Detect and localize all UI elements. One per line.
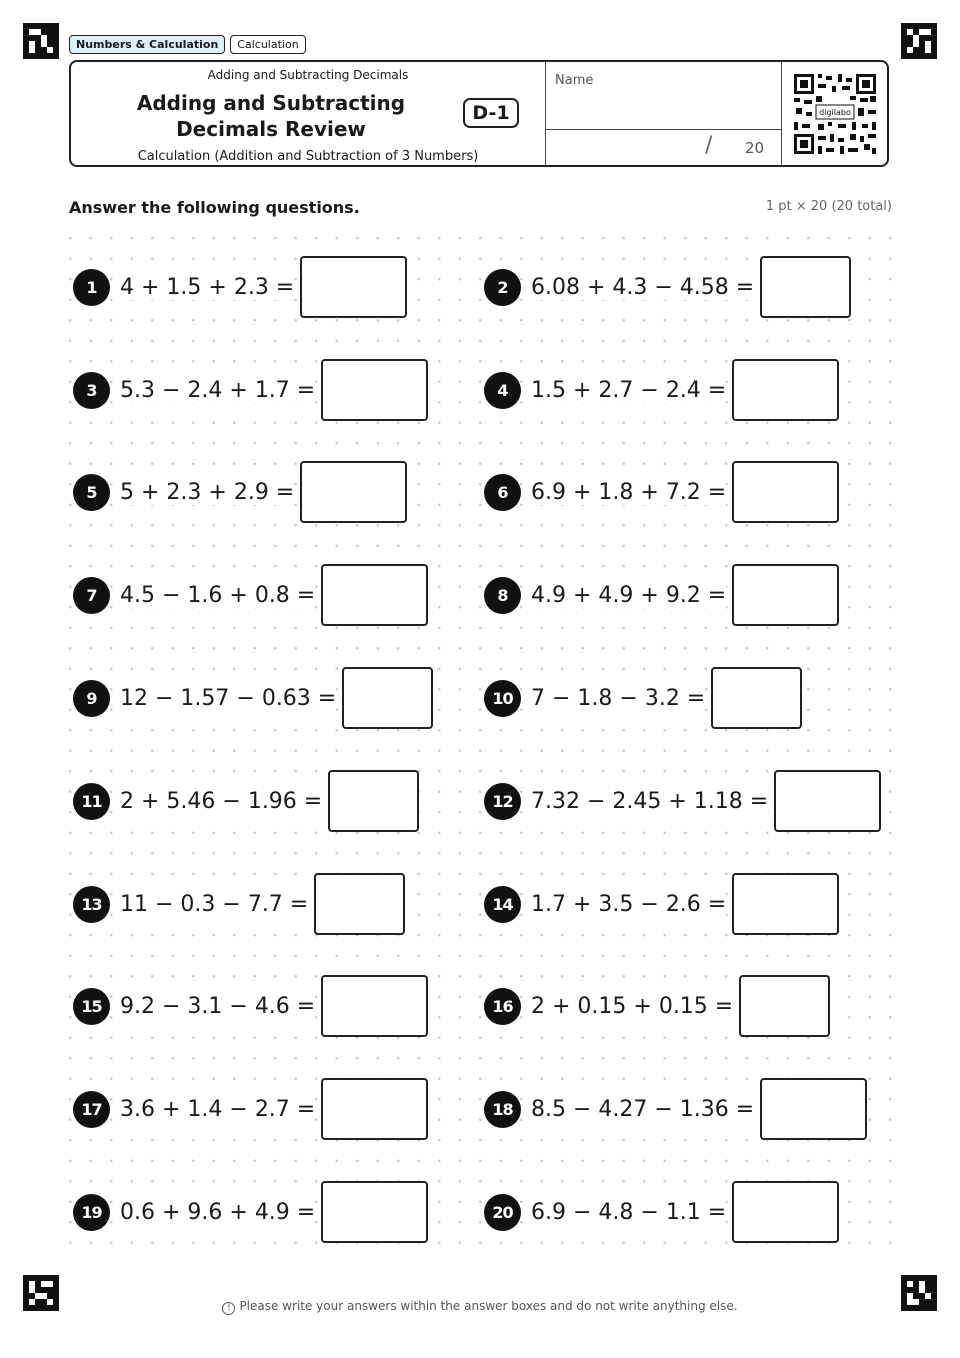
- question-number: 13: [73, 886, 110, 923]
- tag-calculation: Calculation: [230, 35, 305, 54]
- header-title-section: [71, 62, 546, 165]
- question-number: 15: [73, 988, 110, 1025]
- question-9: [73, 666, 433, 730]
- question-4: [484, 358, 839, 422]
- question-number: 17: [73, 1091, 110, 1128]
- qr-label: digilabo: [819, 108, 851, 117]
- question-5: [73, 460, 407, 524]
- worksheet-header: [69, 60, 889, 167]
- question-15: [73, 974, 428, 1038]
- answer-box[interactable]: [732, 359, 839, 421]
- answer-box[interactable]: [321, 1181, 428, 1243]
- footer-note: [0, 1299, 960, 1315]
- question-expression: 6.08 + 4.3 − 4.58 =: [531, 274, 755, 300]
- question-number: 6: [484, 474, 521, 511]
- question-expression: 5.3 − 2.4 + 1.7 =: [120, 377, 316, 403]
- question-expression: 4.5 − 1.6 + 0.8 =: [120, 582, 316, 608]
- page-title: Adding and Subtracting Decimals Review: [136, 91, 406, 141]
- question-expression: 4 + 1.5 + 2.3 =: [120, 274, 295, 300]
- question-expression: 0.6 + 9.6 + 4.9 =: [120, 1199, 316, 1225]
- question-number: 4: [484, 372, 521, 409]
- question-number: 18: [484, 1091, 521, 1128]
- answer-box[interactable]: [732, 873, 839, 935]
- question-expression: 1.5 + 2.7 − 2.4 =: [531, 377, 727, 403]
- question-18: [484, 1077, 867, 1141]
- answer-box[interactable]: [342, 667, 433, 729]
- corner-marker-top-right: [901, 23, 937, 59]
- question-17: [73, 1077, 428, 1141]
- instruction-text: Answer the following questions.: [69, 198, 360, 217]
- question-expression: 5 + 2.3 + 2.9 =: [120, 479, 295, 505]
- answer-box[interactable]: [732, 461, 839, 523]
- question-expression: 9.2 − 3.1 − 4.6 =: [120, 993, 316, 1019]
- question-number: 5: [73, 474, 110, 511]
- qr-code-section: [781, 62, 888, 165]
- answer-box[interactable]: [711, 667, 802, 729]
- question-expression: 11 − 0.3 − 7.7 =: [120, 891, 309, 917]
- question-6: [484, 460, 839, 524]
- category-tags: [69, 35, 306, 54]
- question-number: 9: [73, 680, 110, 717]
- question-expression: 6.9 − 4.8 − 1.1 =: [531, 1199, 727, 1225]
- info-icon: !: [222, 1302, 235, 1315]
- question-12: [484, 769, 881, 833]
- answer-box[interactable]: [760, 256, 851, 318]
- answer-box[interactable]: [732, 564, 839, 626]
- question-number: 3: [73, 372, 110, 409]
- answer-box[interactable]: [300, 256, 407, 318]
- question-3: [73, 358, 428, 422]
- question-number: 7: [73, 577, 110, 614]
- question-1: [73, 255, 407, 319]
- answer-box[interactable]: [321, 1078, 428, 1140]
- question-expression: 12 − 1.57 − 0.63 =: [120, 685, 337, 711]
- question-14: [484, 872, 839, 936]
- question-number: 2: [484, 269, 521, 306]
- question-expression: 2 + 5.46 − 1.96 =: [120, 788, 323, 814]
- question-10: [484, 666, 802, 730]
- answer-box[interactable]: [774, 770, 881, 832]
- question-expression: 3.6 + 1.4 − 2.7 =: [120, 1096, 316, 1122]
- worksheet-code-badge: D-1: [463, 98, 519, 128]
- header-subtitle: Adding and Subtracting Decimals: [207, 68, 409, 82]
- score-slash: /: [705, 133, 713, 158]
- question-number: 19: [73, 1194, 110, 1231]
- question-number: 11: [73, 783, 110, 820]
- answer-box[interactable]: [760, 1078, 867, 1140]
- corner-marker-top-left: [23, 23, 59, 59]
- answer-box[interactable]: [321, 564, 428, 626]
- question-expression: 1.7 + 3.5 − 2.6 =: [531, 891, 727, 917]
- name-field[interactable]: [545, 62, 781, 130]
- question-expression: 6.9 + 1.8 + 7.2 =: [531, 479, 727, 505]
- question-8: [484, 563, 839, 627]
- footer-text: Please write your answers within the answer boxes and do not write anything else.: [239, 1299, 738, 1313]
- points-info: 1 pt × 20 (20 total): [765, 199, 892, 214]
- header-description: Calculation (Addition and Subtraction of 3 Numbers): [137, 149, 479, 164]
- question-expression: 8.5 − 4.27 − 1.36 =: [531, 1096, 755, 1122]
- question-11: [73, 769, 419, 833]
- question-number: 8: [484, 577, 521, 614]
- question-number: 1: [73, 269, 110, 306]
- answer-box[interactable]: [314, 873, 405, 935]
- question-expression: 2 + 0.15 + 0.15 =: [531, 993, 734, 1019]
- question-2: [484, 255, 851, 319]
- answer-box[interactable]: [321, 359, 428, 421]
- question-16: [484, 974, 830, 1038]
- question-expression: 7.32 − 2.45 + 1.18 =: [531, 788, 769, 814]
- question-number: 12: [484, 783, 521, 820]
- page-margin-left: [0, 0, 62, 1358]
- answer-box[interactable]: [321, 975, 428, 1037]
- question-number: 20: [484, 1194, 521, 1231]
- tag-numbers-calculation: Numbers & Calculation: [69, 35, 225, 54]
- question-expression: 7 − 1.8 − 3.2 =: [531, 685, 706, 711]
- question-13: [73, 872, 405, 936]
- name-label: Name: [555, 73, 594, 88]
- question-7: [73, 563, 428, 627]
- question-19: [73, 1180, 428, 1244]
- score-field[interactable]: [545, 129, 781, 165]
- question-20: [484, 1180, 839, 1244]
- score-total: 20: [745, 139, 765, 157]
- qr-code-icon: [794, 74, 876, 154]
- question-number: 16: [484, 988, 521, 1025]
- question-number: 14: [484, 886, 521, 923]
- question-expression: 4.9 + 4.9 + 9.2 =: [531, 582, 727, 608]
- page-margin-right: [900, 0, 960, 1358]
- answer-box[interactable]: [739, 975, 830, 1037]
- answer-box[interactable]: [300, 461, 407, 523]
- question-number: 10: [484, 680, 521, 717]
- answer-box[interactable]: [732, 1181, 839, 1243]
- answer-box[interactable]: [328, 770, 419, 832]
